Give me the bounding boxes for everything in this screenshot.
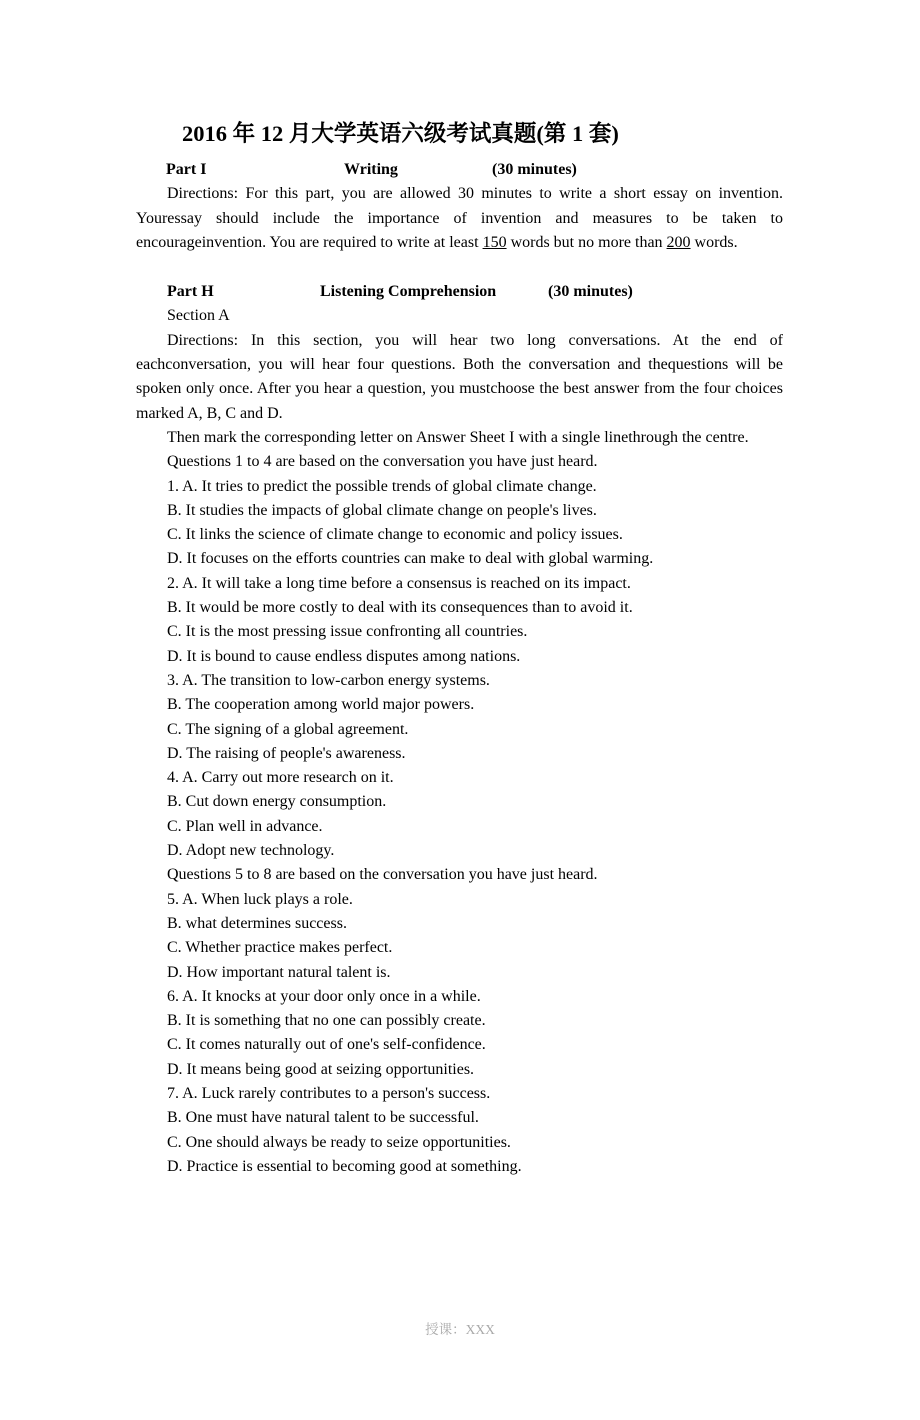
question-option-line: B. It is something that no one can possibly create. (167, 1012, 486, 1030)
part1-header (136, 158, 783, 182)
question-option-line-first: 6. A. It knocks at your door only once in a while. (167, 987, 481, 1005)
part2-duration: (30 minutes) (548, 283, 633, 301)
part1-heading: Writing (344, 161, 398, 178)
question-option-line: D. Adopt new technology. (167, 842, 335, 860)
question-list (136, 450, 783, 1179)
directions-text: words. (690, 233, 738, 251)
question-option-line-first: 5. A. When luck plays a role. (167, 890, 353, 908)
mark-note: Then mark the corresponding letter on Answer Sheet I with a single linethrough the centre. (167, 428, 749, 446)
question-option-line-first: 4. A. Carry out more research on it. (167, 769, 394, 787)
question-group-note: Questions 1 to 4 are based on the conversation you have just heard. (167, 453, 598, 471)
document-page (0, 118, 920, 1179)
part2-heading: Listening Comprehension (320, 283, 497, 301)
directions-text: words but no more than (506, 233, 667, 251)
question-option-line: C. Whether practice makes perfect. (167, 939, 393, 957)
directions-text: Directions: For this part, you are allowed 30 minutes to write a short essay on invention. Youressay should include the importance of invention and measures to be taken to encourageinvention. You are required to write at least (136, 185, 783, 251)
section-label: Section A (167, 307, 230, 325)
part1-duration: (30 minutes) (492, 161, 577, 178)
question-option-line: C. Plan well in advance. (167, 817, 323, 835)
question-option-line-first: 7. A. Luck rarely contributes to a person's success. (167, 1084, 491, 1102)
question-option-line: D. How important natural talent is. (167, 963, 391, 981)
writing-directions (136, 182, 783, 255)
question-option-line: B. It studies the impacts of global climate change on people's lives. (167, 501, 597, 519)
part1-label: Part I (166, 161, 207, 178)
part2-label: Part H (167, 283, 214, 301)
question-option-line: C. It links the science of climate change to economic and policy issues. (167, 526, 623, 544)
question-option-line: B. what determines success. (167, 914, 347, 932)
question-option-line: C. The signing of a global agreement. (167, 720, 409, 738)
question-option-line-first: 2. A. It will take a long time before a consensus is reached on its impact. (167, 574, 631, 592)
question-option-line: D. It is bound to cause endless disputes among nations. (167, 647, 521, 665)
question-option-line: B. It would be more costly to deal with its consequences than to avoid it. (167, 599, 633, 617)
question-option-line: C. It is the most pressing issue confronting all countries. (167, 623, 528, 641)
question-option-line: D. It means being good at seizing opportunities. (167, 1060, 475, 1078)
underlined-word-count: 150 (482, 233, 507, 251)
question-option-line: B. The cooperation among world major powers. (167, 696, 475, 714)
footer-text: 授课：XXX (425, 1322, 495, 1337)
underlined-word-count: 200 (666, 233, 691, 251)
question-option-line-first: 1. A. It tries to predict the possible trends of global climate change. (167, 477, 597, 495)
question-option-line: D. The raising of people's awareness. (167, 744, 406, 762)
listening-directions: Directions: In this section, you will hear two long conversations. At the end of eachconversation, you will hear four questions. Both the conversation and thequestions will be spoken only once. After you hear a question, you mustchoose the best answer from the four choices marked A, B, C and D. (136, 331, 783, 422)
page-title: 2016 年 12 月大学英语六级考试真题(第 1 套) (182, 121, 619, 146)
question-option-line-first: 3. A. The transition to low-carbon energy systems. (167, 671, 490, 689)
question-option-line: B. One must have natural talent to be successful. (167, 1109, 479, 1127)
page-footer (0, 1320, 920, 1340)
question-option-line: D. It focuses on the efforts countries can make to deal with global warming. (167, 550, 654, 568)
part2-header (136, 280, 783, 304)
question-option-line: C. One should always be ready to seize opportunities. (167, 1133, 511, 1151)
question-option-line: C. It comes naturally out of one's self-confidence. (167, 1036, 486, 1054)
question-option-line: D. Practice is essential to becoming good at something. (167, 1157, 522, 1175)
question-option-line: B. Cut down energy consumption. (167, 793, 387, 811)
question-group-note: Questions 5 to 8 are based on the conversation you have just heard. (167, 866, 598, 884)
